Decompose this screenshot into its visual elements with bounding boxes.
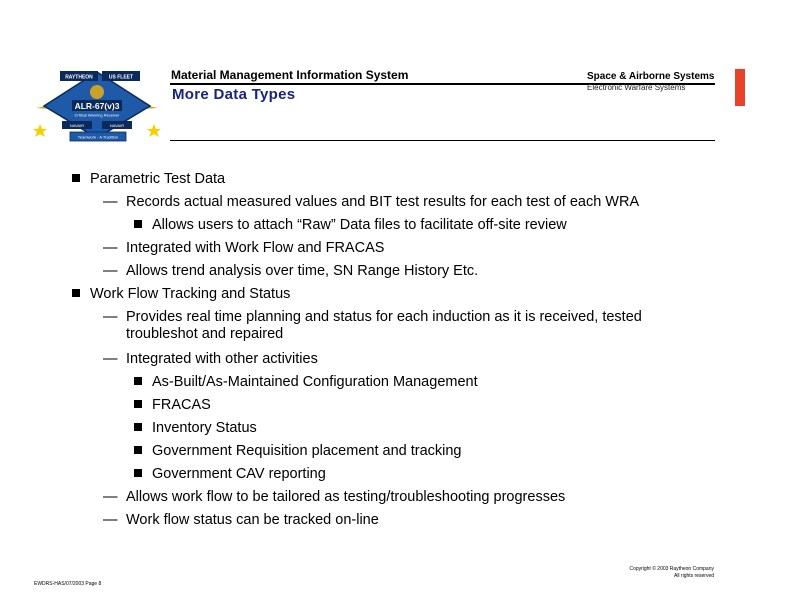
bullet-text: Integrated with Work Flow and FRACAS: [126, 240, 385, 256]
square-bullet-icon: [134, 423, 142, 431]
bullet-text: Government CAV reporting: [152, 466, 326, 482]
bullet-text: Work flow status can be tracked on-line: [126, 512, 379, 528]
bullet-text: As-Built/As-Maintained Configuration Management: [152, 374, 478, 390]
brand-title: Space & Airborne Systems: [587, 71, 715, 82]
dash-bullet-icon: —: [103, 489, 118, 505]
dash-bullet-icon: —: [103, 351, 118, 367]
logo-banner: Teamwork - A Tradition: [77, 134, 119, 140]
square-bullet-icon: [134, 377, 142, 385]
footer-page-id: EWDRS-HAS/07/2003 Page 8: [34, 581, 102, 587]
bullet-text: Provides real time planning and status for each induction as it is received, tested: [126, 309, 642, 325]
bullet-line-level-3: [134, 443, 462, 460]
bullet-line-level-2: [103, 351, 318, 368]
bullet-text: Parametric Test Data: [90, 171, 226, 187]
bullet-text: troubleshot and repaired: [126, 326, 284, 342]
bullet-line-level-2: [103, 263, 478, 280]
bullet-line-level-2: [103, 240, 384, 257]
bullet-text: Records actual measured values and BIT test results for each test of each WRA: [126, 194, 640, 210]
bullet-text: Allows users to attach “Raw” Data files to facilitate off-site review: [152, 217, 567, 233]
bullet-line-level-1: [72, 286, 290, 303]
dash-bullet-icon: —: [103, 263, 118, 279]
logo-top-left: RAYTHEON: [65, 74, 93, 81]
bullet-line-level-2: [103, 309, 642, 326]
copyright-notice: [560, 566, 714, 580]
logo-top-right: US FLEET: [108, 74, 134, 81]
brand-subtitle: Electronic Warfare Systems: [587, 83, 686, 92]
bullet-text: Work Flow Tracking and Status: [90, 286, 291, 302]
bullet-line-level-2: [103, 194, 639, 211]
bullet-text: Government Requisition placement and tracking: [152, 443, 462, 459]
header-bottom-rule: [170, 140, 715, 141]
logo-bottom-left: NAVAIR: [69, 123, 85, 128]
system-title: Material Management Information System: [171, 68, 409, 82]
page-title: More Data Types: [172, 86, 296, 103]
dash-bullet-icon: —: [103, 309, 118, 325]
bullet-text: Allows trend analysis over time, SN Range History Etc.: [126, 263, 479, 279]
dash-bullet-icon: —: [103, 194, 118, 210]
bullet-text: Allows work flow to be tailored as testing/troubleshooting progresses: [126, 489, 566, 505]
logo-sub-text: Critical Warning Receiver: [74, 112, 120, 118]
dash-bullet-icon: —: [103, 512, 118, 528]
alr67-logo: [32, 66, 162, 142]
square-bullet-icon: [134, 446, 142, 454]
bullet-line-level-1: [72, 171, 225, 188]
square-bullet-icon: [134, 400, 142, 408]
logo-main-text: ALR-67(v)3: [74, 101, 120, 111]
square-bullet-icon: [72, 174, 80, 182]
bullet-line-level-2: [103, 489, 565, 506]
bullet-text: Inventory Status: [152, 420, 257, 436]
square-bullet-icon: [134, 220, 142, 228]
rights-line: All rights reserved: [673, 573, 714, 579]
bullet-line-level-2: [103, 512, 379, 529]
bullet-text: Integrated with other activities: [126, 351, 318, 367]
bullet-line-level-3: [134, 374, 478, 391]
bullet-line-level-3: [134, 397, 211, 414]
copyright-line: Copyright © 2003 Raytheon Company: [629, 566, 714, 572]
bullet-line-level-2: [126, 326, 283, 343]
square-bullet-icon: [134, 469, 142, 477]
accent-bar: [735, 69, 745, 106]
bullet-line-level-3: [134, 217, 567, 234]
bullet-line-level-3: [134, 420, 257, 437]
square-bullet-icon: [72, 289, 80, 297]
bullet-line-level-3: [134, 466, 326, 483]
logo-bottom-right: NAVAIR: [109, 123, 125, 128]
dash-bullet-icon: —: [103, 240, 118, 256]
bullet-text: FRACAS: [152, 397, 211, 413]
